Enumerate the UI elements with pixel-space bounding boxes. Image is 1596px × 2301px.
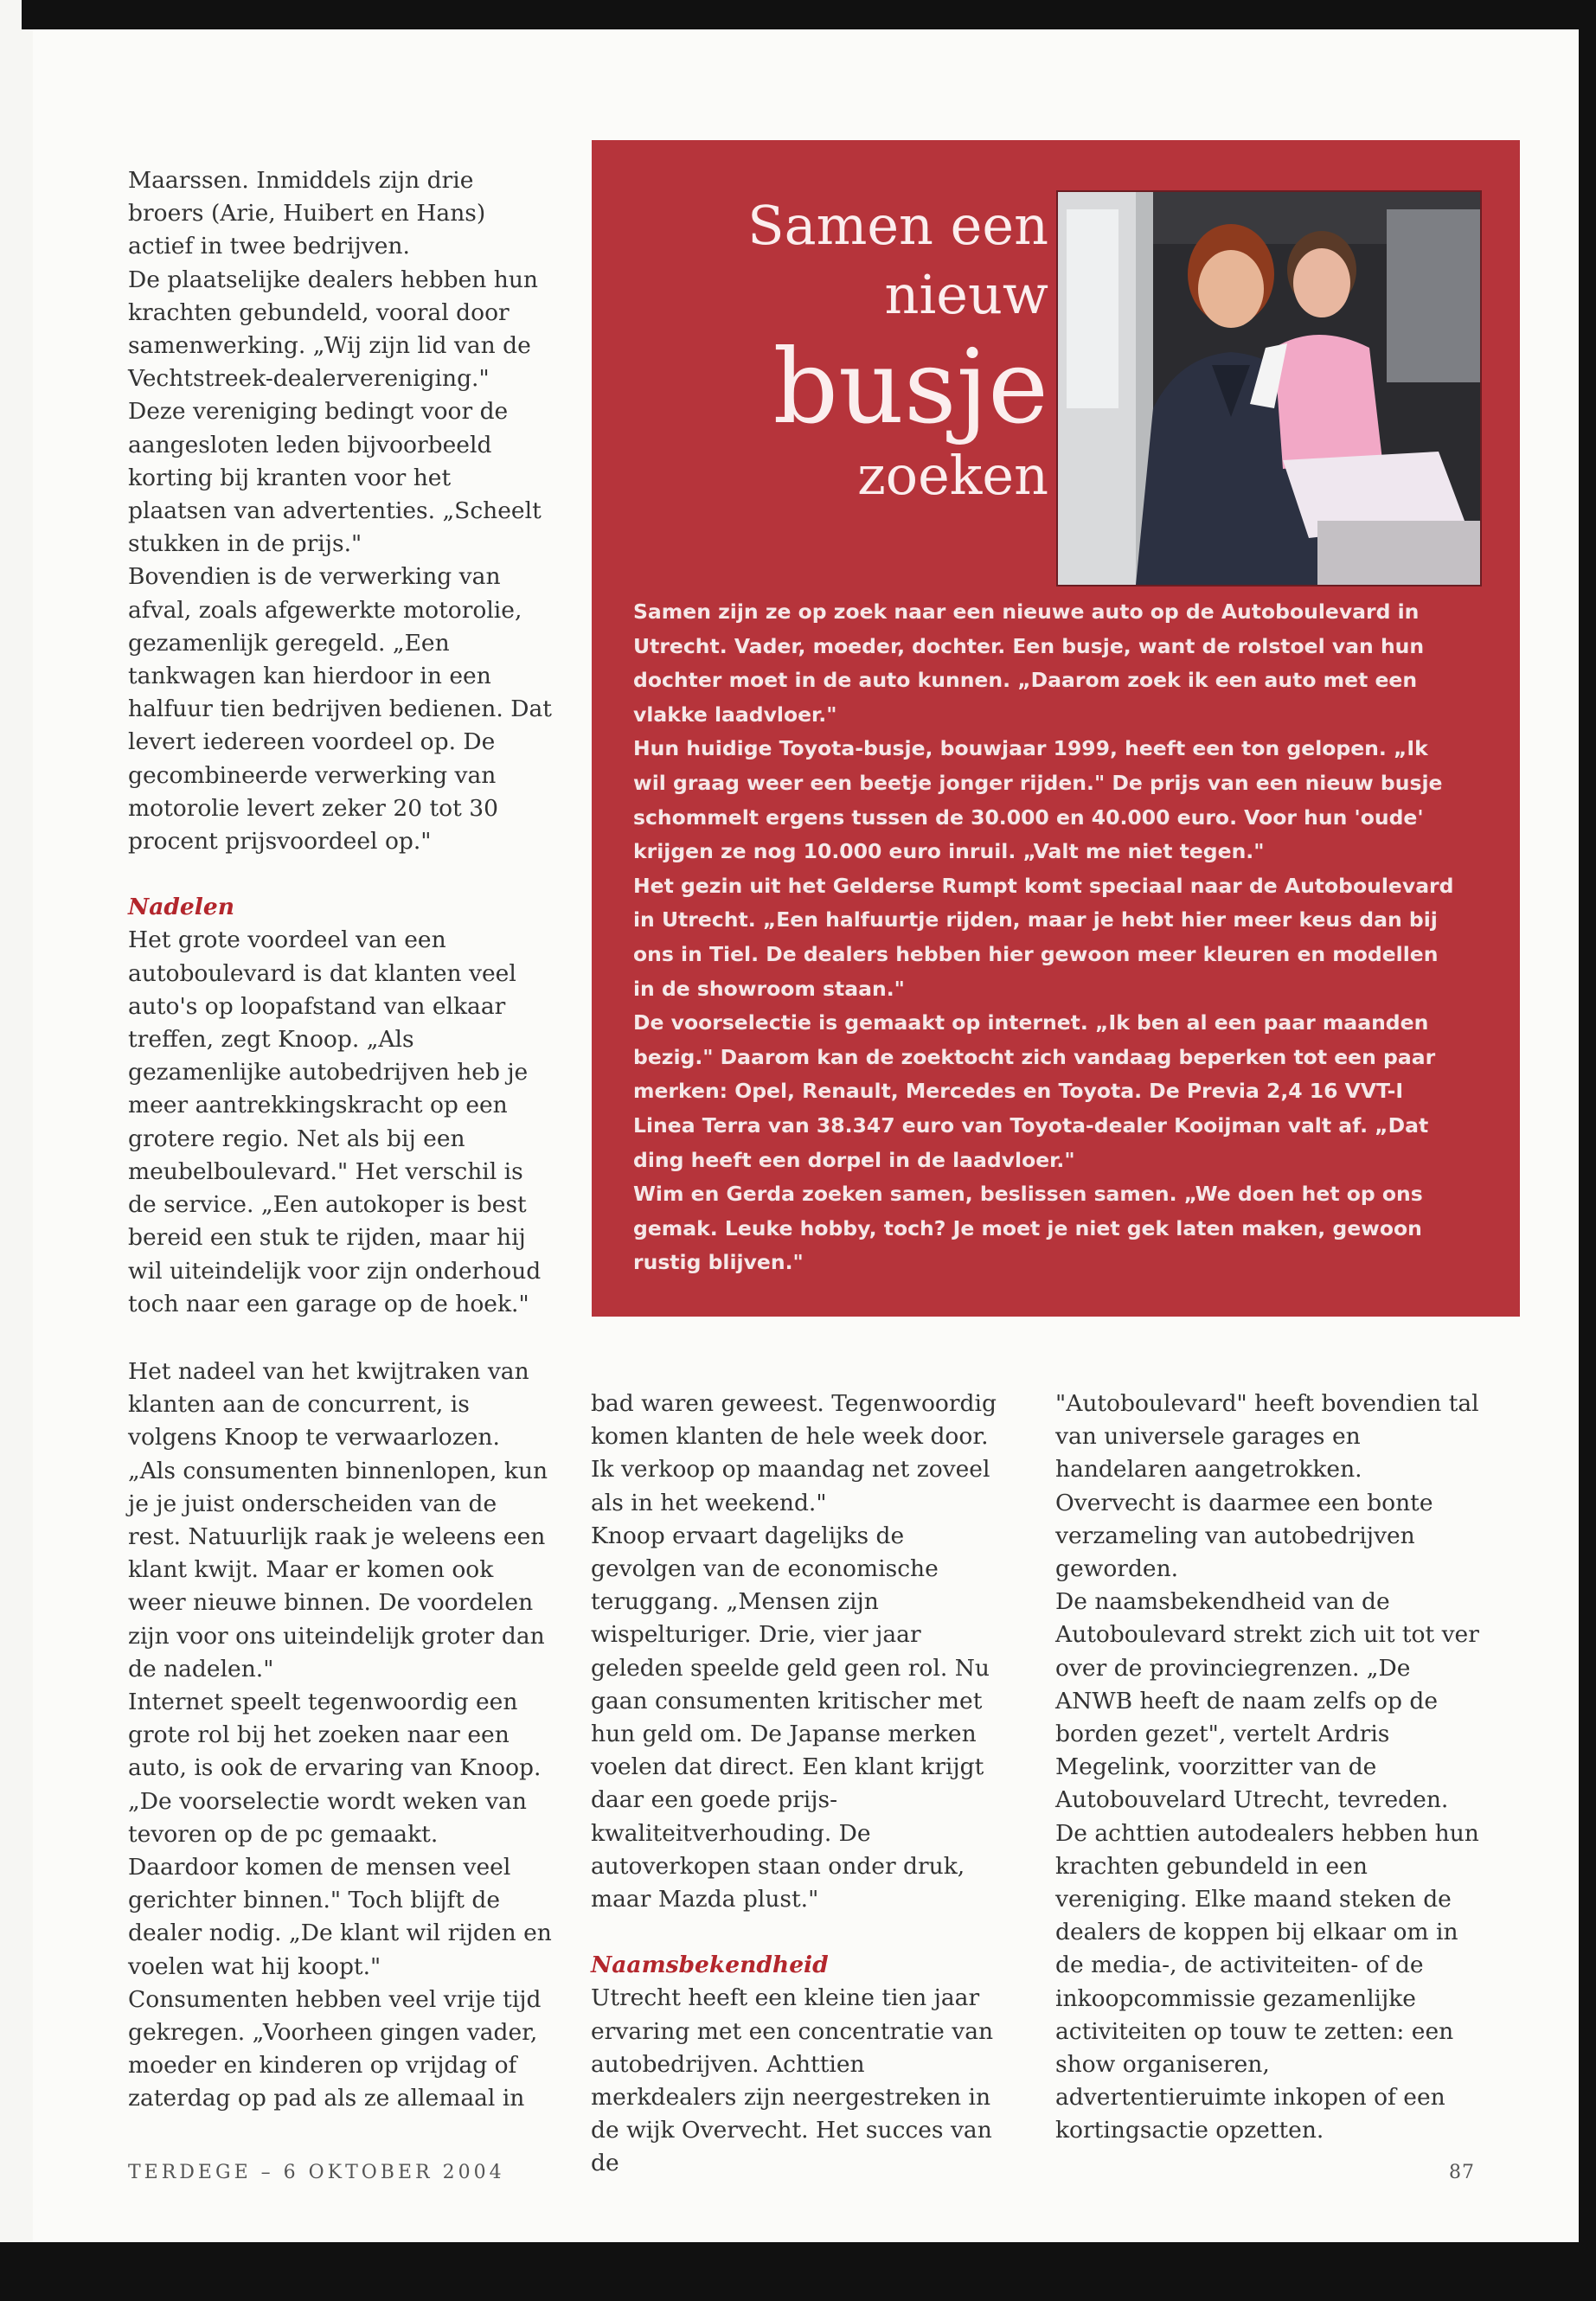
column-2 bbox=[591, 1388, 997, 2181]
scan-right-border bbox=[1579, 0, 1596, 2301]
sidebar-paragraph: Het gezin uit het Gelderse Rumpt komt speciaal naar de Autoboulevard in Utrecht. „Een halfuurtje rijden, maar je hebt hier meer keus dan bij ons in Tiel. De dealers hebben hier gewoon meer kleuren en modellen in de showroom staan." bbox=[633, 873, 1454, 1001]
paragraph: Het nadeel van het kwijtraken van klanten aan de concurrent, is volgens Knoop te verwaarlozen. „Als consumenten binnenlopen, kun je je juist onderscheiden van de rest. Natuurlijk raak je weleens een klant kwijt. Maar er komen ook weer nieuwe binnen. De voordelen zijn voor ons uiteindelijk groter dan de nadelen." bbox=[128, 1358, 548, 1682]
paragraph: bad waren geweest. Tegenwoordig komen klanten de hele week door. Ik verkoop op maandag net zoveel als in het weekend." bbox=[591, 1390, 997, 1516]
page-number: 87 bbox=[1449, 2162, 1475, 2183]
sidebar-box bbox=[592, 140, 1520, 1317]
sidebar-title-line-4: zoeken bbox=[857, 444, 1048, 507]
scan-bottom-border bbox=[0, 2242, 1596, 2301]
footer-publication: TERDEGE – 6 OKTOBER 2004 bbox=[128, 2162, 505, 2183]
sidebar-title-line-3: busje bbox=[772, 327, 1048, 446]
paragraph: De plaatselijke dealers hebben hun krachten gebundeld, vooral door samenwerking. „Wij zijn lid van de Vechtstreek-dealervereniging." Deze vereniging bedingt voor de aangesloten leden bijvoorbeeld korting bij kranten voor het plaatsen van advertenties. „Scheelt stukken in de prijs." bbox=[128, 266, 542, 558]
subheading-nadelen: Nadelen bbox=[128, 894, 234, 921]
sidebar-paragraph: De voorselectie is gemaakt op internet. „Ik ben al een paar maanden bezig." Daarom kan de zoektocht zich vandaag beperken tot een paar merken: Opel, Renault, Mercedes en Toyota. De Previa 2,4 16 VVT-I Linea Terra van 38.347 euro van Toyota-dealer Kooijman valt af. „Dat ding heeft een dorpel in de laadvloer." bbox=[633, 1010, 1436, 1172]
column-3 bbox=[1055, 1388, 1484, 2148]
paragraph: Knoop ervaart dagelijks de gevolgen van de economische teruggang. „Mensen zijn wispelturiger. Drie, vier jaar geleden speelde geld geen rol. Nu gaan consumenten kritischer met hun geld om. De Japanse merken voelen dat direct. Een klant krijgt daar een goede prijs-kwaliteitverhouding. De autoverkopen staan onder druk, maar Mazda plust." bbox=[591, 1522, 990, 1913]
column-1-top bbox=[128, 164, 552, 1321]
paragraph: Maarssen. Inmiddels zijn drie broers (Arie, Huibert en Hans) actief in twee bedrijven. bbox=[128, 167, 486, 260]
paragraph: Utrecht heeft een kleine tien jaar ervaring met een concentratie van autobedrijven. Achttien merkdealers zijn neergestreken in de wijk Overvecht. Het succes van de bbox=[591, 1984, 994, 2177]
paragraph: Bovendien is de verwerking van afval, zoals afgewerkte motorolie, gezamenlijk geregeld. „Een tankwagen kan hierdoor in een halfuur tien bedrijven bedienen. Dat levert iedereen voordeel op. De gecombineerde verwerking van motorolie levert zeker 20 tot 30 procent prijsvoordeel op." bbox=[128, 563, 552, 856]
paragraph: Consumenten hebben veel vrije tijd gekregen. „Voorheen gingen vader, moeder en kinderen op vrijdag of zaterdag op pad als ze allemaal in bbox=[128, 1985, 542, 2112]
column-1-bottom bbox=[128, 1356, 552, 2116]
paragraph: De naamsbekendheid van de Autoboulevard strekt zich uit tot ver over de provinciegrenzen. „De ANWB heeft de naam zelfs op de borden gezet", vertelt Ardris Megelink, voorzitter van de Autobouvelard Utrecht, tevreden. bbox=[1055, 1588, 1479, 1814]
sidebar-text bbox=[633, 595, 1464, 1280]
sidebar-title-line-1: Samen een bbox=[747, 194, 1048, 257]
scan-top-border bbox=[22, 0, 1596, 29]
paragraph: De achttien autodealers hebben hun krachten gebundeld in een vereniging. Elke maand steken de dealers de koppen bij elkaar om in de media-, de activiteiten- of de inkoopcommissie gezamenlijke activiteiten op touw te zetten: een show organiseren, advertentieruimte inkopen of een kortingsactie opzetten. bbox=[1055, 1819, 1479, 2144]
sidebar-paragraph: Samen zijn ze op zoek naar een nieuwe auto op de Autoboulevard in Utrecht. Vader, moeder, dochter. Een busje, want de rolstoel van hun dochter moet in de auto kunnen. „Daarom zoek ik een auto met een vlakke laadvloer." bbox=[633, 599, 1425, 727]
sidebar-paragraph: Hun huidige Toyota-busje, bouwjaar 1999, heeft een ton gelopen. „Ik wil graag weer een beetje jonger rijden." De prijs van een nieuw busje schommelt ergens tussen de 30.000 en 40.000 euro. Voor hun 'oude' krijgen ze nog 10.000 euro inruil. „Valt me niet tegen." bbox=[633, 736, 1443, 864]
subheading-naamsbekendheid: Naamsbekendheid bbox=[591, 1952, 829, 1979]
sidebar-paragraph: Wim en Gerda zoeken samen, beslissen samen. „We doen het op ons gemak. Leuke hobby, toch? Je moet je niet gek laten maken, gewoon rustig blijven." bbox=[633, 1182, 1423, 1275]
paragraph: Internet speelt tegenwoordig een grote rol bij het zoeken naar een auto, is ook de ervaring van Knoop. „De voorselectie wordt weken van tevoren op de pc gemaakt. Daardoor komen de mensen veel gerichter binnen." Toch blijft de dealer nodig. „De klant wil rijden en voelen wat hij koopt." bbox=[128, 1689, 552, 1980]
sidebar-title-line-2: nieuw bbox=[884, 263, 1048, 326]
paragraph: Het grote voordeel van een autoboulevard is dat klanten veel auto's op loopafstand van elkaar treffen, zegt Knoop. „Als gezamenlijke autobedrijven heb je meer aantrekkingskracht op een grotere regio. Net als bij een meubelboulevard." Het verschil is de service. „Een autokoper is best bereid een stuk te rijden, maar hij wil uiteindelijk voor zijn onderhoud toch naar een garage op de hoek." bbox=[128, 926, 542, 1317]
family-photo bbox=[1056, 190, 1482, 586]
paragraph: "Autoboulevard" heeft bovendien tal van universele garages en handelaren aangetrokken. Overvecht is daarmee een bonte verzameling van autobedrijven geworden. bbox=[1055, 1390, 1479, 1583]
photo-illustration bbox=[1058, 192, 1480, 585]
